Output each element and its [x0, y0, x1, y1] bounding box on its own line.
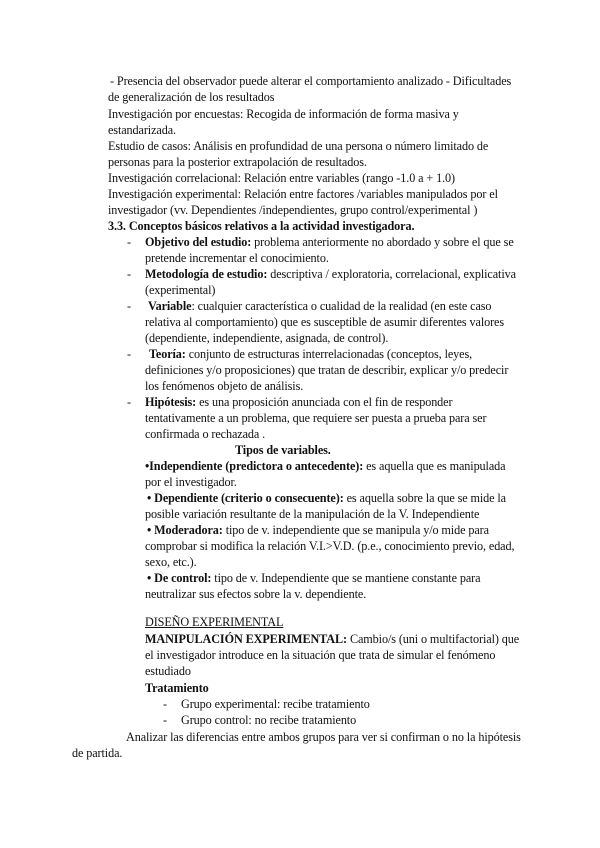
concept-desc-line: los fenómenos objeto de análisis. — [145, 379, 304, 393]
tipo-term: •Independiente (predictora o antecedente): — [145, 459, 364, 473]
concept-desc: es una proposición anunciada con el fin de responder — [196, 395, 453, 409]
bullet-dash: - — [127, 267, 132, 281]
encuestas-line-2: estandarizada. — [108, 123, 176, 137]
grupo-experimental: Grupo experimental: recibe tratamiento — [181, 697, 370, 711]
casos-line-2: personas para la posterior extrapolación de resultados. — [108, 155, 367, 169]
concept-desc-line: tentativamente a un problema, que requiere ser puesta a prueba para ser — [145, 411, 487, 425]
tipos-title: Tipos de variables. — [235, 443, 331, 457]
manipulacion-term: MANIPULACIÓN EXPERIMENTAL: — [145, 632, 347, 646]
intro-line-2: de generalización de los resultados — [108, 90, 275, 104]
tipo-dependiente — [147, 490, 506, 506]
bullet-dash: - — [127, 235, 132, 249]
concept-objetivo — [145, 234, 514, 250]
manipulacion-desc-line: el investigador introduce en la situación que trata de simular el fenómeno — [145, 648, 496, 662]
concept-desc-line: pretende incrementar el conocimiento. — [145, 251, 329, 265]
diseno-heading: DISEÑO EXPERIMENTAL — [145, 615, 284, 629]
concept-term: Variable — [148, 299, 192, 313]
tipo-desc-line: posible variación resultante de la manipulación de la V. Independiente — [145, 507, 480, 521]
manipulacion-line — [145, 631, 519, 647]
tipo-desc: tipo de v. independiente que se manipula y/o mide para — [222, 523, 489, 537]
bullet-dash: - — [163, 713, 168, 727]
tipo-desc-line: por el investigador. — [145, 475, 237, 489]
concept-desc-line: (experimental) — [145, 283, 216, 297]
tipo-term: • Dependiente (criterio o consecuente): — [147, 491, 344, 505]
concept-metodologia — [145, 266, 516, 282]
experimental-line-2: investigador (vv. Dependientes /independientes, grupo control/experimental ) — [108, 203, 478, 217]
concept-term: Objetivo del estudio: — [145, 235, 252, 249]
grupo-control: Grupo control: no recibe tratamiento — [181, 713, 357, 727]
bullet-dash: - — [163, 697, 168, 711]
concept-desc-line: confirmada o rechazada . — [145, 427, 266, 441]
tipo-independiente — [145, 458, 505, 474]
concept-teoria — [149, 346, 472, 362]
concept-desc: descriptiva / exploratoria, correlacional, explicativa — [267, 267, 516, 281]
conclusion-line-1: Analizar las diferencias entre ambos grupos para ver si confirman o no la hipótesis — [126, 730, 521, 744]
tipo-desc: es aquella sobre la que se mide la — [343, 491, 506, 505]
concept-hipotesis — [145, 394, 452, 410]
casos-line-1: Estudio de casos: Análisis en profundidad de una persona o número limitado de — [108, 139, 489, 153]
tipo-moderadora — [147, 522, 489, 538]
section-heading: 3.3. Conceptos básicos relativos a la actividad investigadora. — [108, 219, 415, 233]
manipulacion-desc: Cambio/s (uni o multifactorial) que — [347, 632, 520, 646]
conclusion-line-2: de partida. — [72, 746, 123, 760]
tipo-term: • De control: — [147, 571, 212, 585]
intro-line-1: - Presencia del observador puede alterar el comportamiento analizado - Dificultades — [110, 74, 512, 88]
tipo-desc: es aquella que es manipulada — [363, 459, 506, 473]
concept-desc-line: relativa al comportamiento) que es susceptible de asumir diferentes valores — [145, 315, 505, 329]
concept-desc-line: definiciones y/o proposiciones) que tratan de describir, explicar y/o predecir — [145, 363, 509, 377]
tipo-desc: tipo de v. Independiente que se mantiene constante para — [211, 571, 481, 585]
concept-desc: problema anteriormente no abordado y sobre el que se — [251, 235, 514, 249]
tipo-desc-line: sexo, etc.). — [145, 555, 197, 569]
concept-term: Metodología de estudio: — [145, 267, 268, 281]
concept-desc-line: (dependiente, independiente, asignada, de control). — [145, 331, 389, 345]
bullet-dash: - — [127, 299, 132, 313]
tipo-control — [147, 570, 480, 586]
tratamiento-label: Tratamiento — [145, 681, 209, 695]
tipo-term: • Moderadora: — [147, 523, 223, 537]
concept-variable — [148, 298, 491, 314]
bullet-dash: - — [127, 347, 132, 361]
bullet-dash: - — [127, 395, 132, 409]
manipulacion-desc-line: estudiado — [145, 664, 191, 678]
experimental-line-1: Investigación experimental: Relación entre factores /variables manipulados por el — [108, 187, 498, 201]
tipo-desc-line: neutralizar sus efectos sobre la v. dependiente. — [145, 587, 367, 601]
concept-desc: conjunto de estructuras interrelacionadas (conceptos, leyes, — [185, 347, 473, 361]
concept-term: Teoría: — [149, 347, 186, 361]
concept-term: Hipótesis: — [145, 395, 197, 409]
concept-desc: : cualquier característica o cualidad de la realidad (en este caso — [191, 299, 492, 313]
encuestas-line-1: Investigación por encuestas: Recogida de información de forma masiva y — [108, 107, 459, 121]
correlacional-line: Investigación correlacional: Relación entre variables (rango -1.0 a + 1.0) — [108, 171, 456, 185]
tipo-desc-line: comprobar si modifica la relación V.I.>V.D. (p.e., conocimiento previo, edad, — [145, 539, 515, 553]
